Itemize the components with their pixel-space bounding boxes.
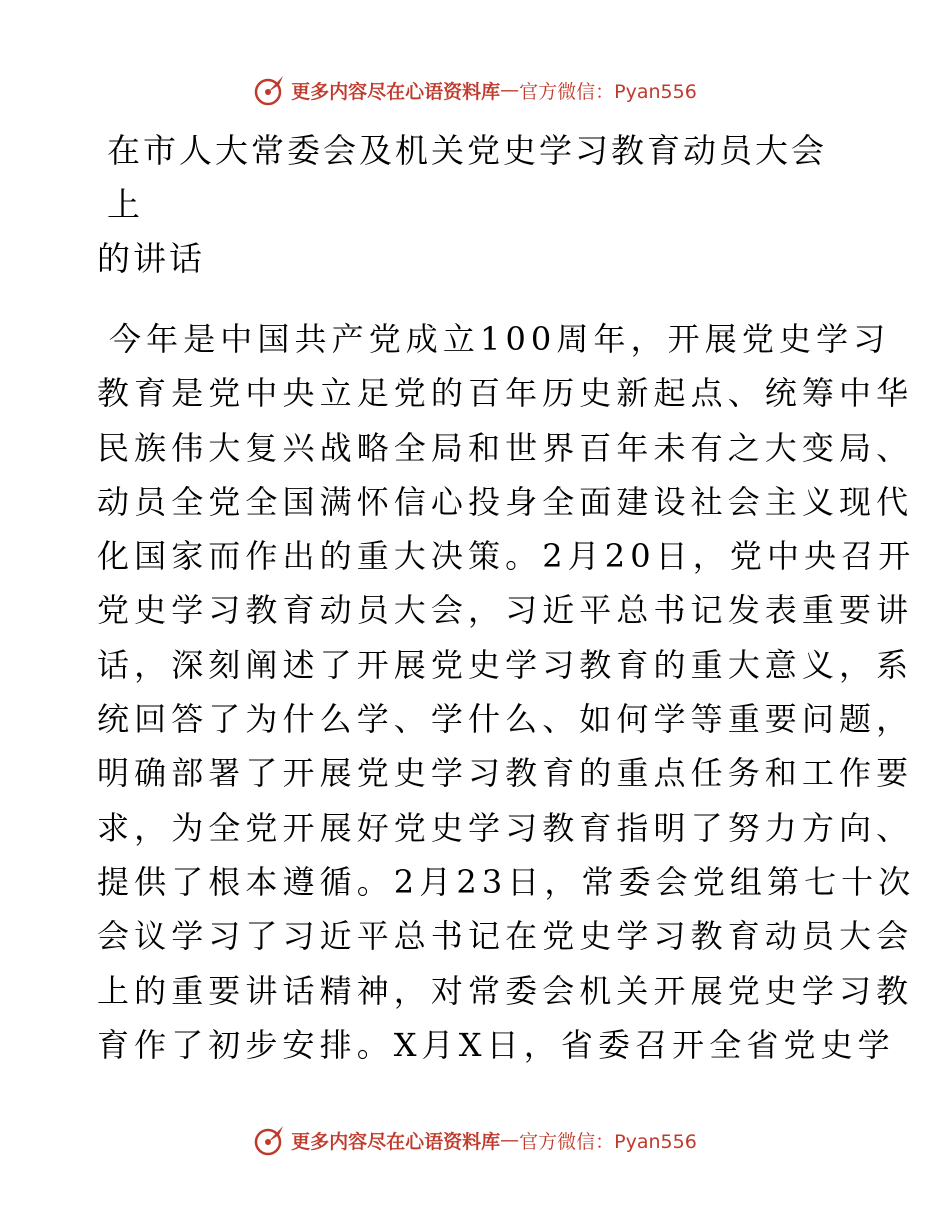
header-banner (0, 70, 950, 110)
document-title (97, 124, 857, 286)
quill-pen-logo-icon (253, 1123, 287, 1157)
footer-brand-text: 更多内容尽在心语资料库 (291, 1130, 501, 1153)
body-line: 求，为全党开展好党史学习教育指明了努力方向、 (97, 808, 914, 847)
body-line: 提供了根本遵循。2月23日，常委会党组第七十次 (97, 862, 916, 901)
body-line: 今年是中国共产党成立100周年，开展党史学习 (109, 320, 891, 358)
header-brand-text: 更多内容尽在心语资料库 (291, 80, 501, 103)
title-line-1: 在市人大常委会及机关党史学习教育动员大会上 (107, 131, 827, 224)
footer-banner (0, 1120, 950, 1160)
body-line: 上的重要讲话精神，对常委会机关开展党史学习教 (97, 971, 914, 1010)
body-line: 话，深刻阐述了开展党史学习教育的重大意义，系 (97, 645, 914, 684)
body-line: 党史学习教育动员大会，习近平总书记发表重要讲 (97, 591, 914, 630)
body-line: 化国家而作出的重大决策。2月20日，党中央召开 (97, 537, 916, 576)
body-line: 动员全党全国满怀信心投身全面建设社会主义现代 (97, 482, 914, 521)
title-line-2: 的讲话 (97, 239, 205, 278)
header-wechat-text: 官方微信：Pyan556 (519, 80, 697, 103)
quill-pen-logo-icon (253, 73, 287, 107)
body-line: 会议学习了习近平总书记在党史学习教育动员大会 (97, 917, 914, 956)
footer-wechat-text: 官方微信：Pyan556 (519, 1130, 697, 1153)
body-paragraph (97, 312, 916, 1072)
body-line: 明确部署了开展党史学习教育的重点任务和工作要 (97, 754, 914, 793)
body-line: 教育是党中央立足党的百年历史新起点、统筹中华 (97, 374, 914, 413)
document-content (97, 118, 916, 1072)
footer-dash: — (500, 1129, 520, 1151)
body-line: 统回答了为什么学、学什么、如何学等重要问题， (97, 700, 914, 739)
header-dash: — (500, 79, 520, 101)
body-line: 育作了初步安排。X月X日，省委召开全省党史学 (97, 1025, 895, 1064)
body-line: 民族伟大复兴战略全局和世界百年未有之大变局、 (97, 428, 914, 467)
